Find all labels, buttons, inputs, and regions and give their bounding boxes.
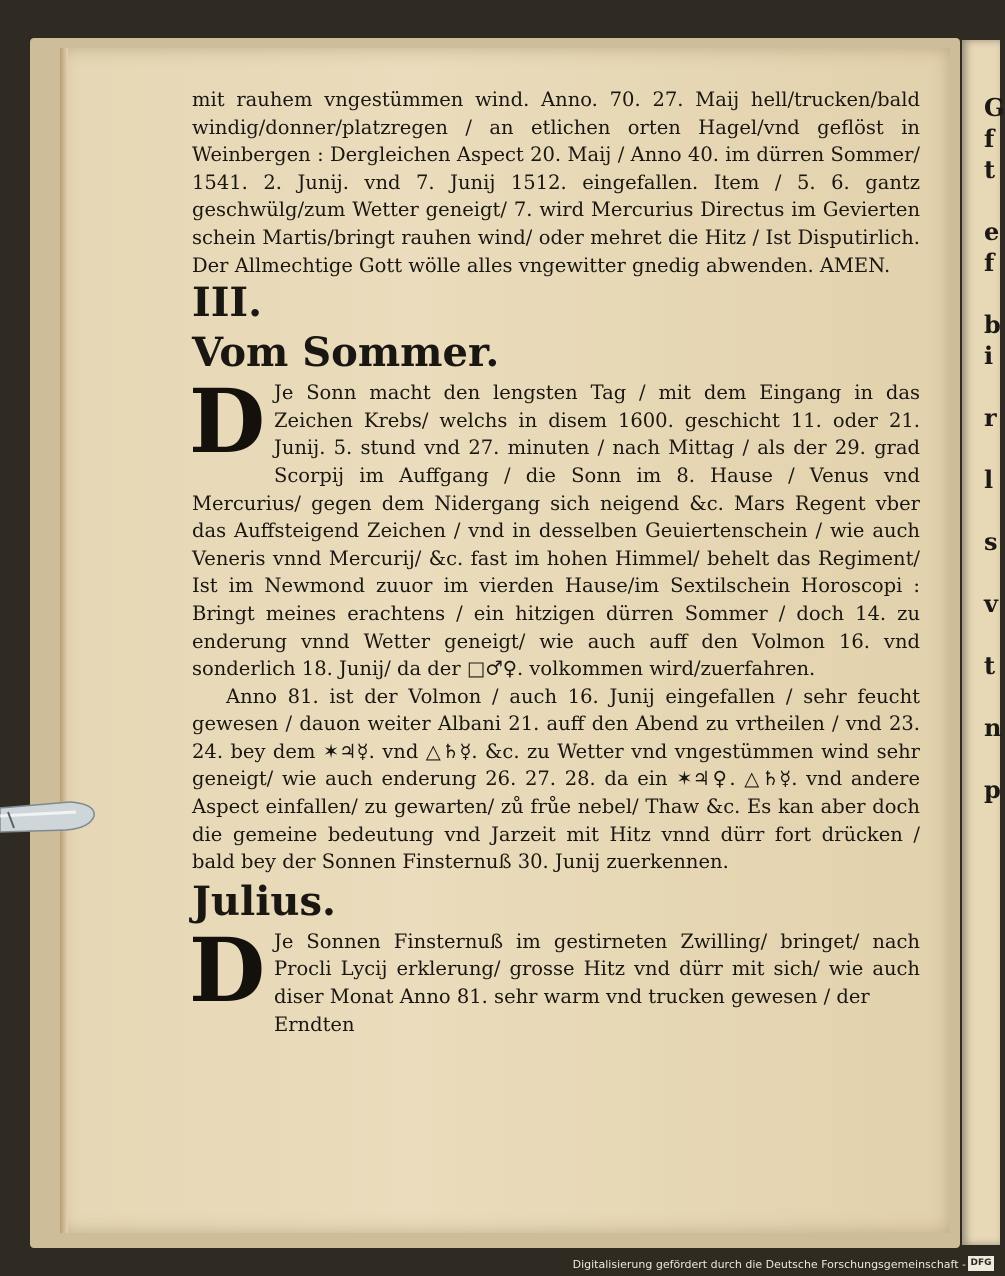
page-edge <box>60 48 68 1233</box>
decorated-initial: D <box>188 369 266 474</box>
month-title: Julius. <box>192 877 336 925</box>
anno-paragraph: Anno 81. ist der Volmon / auch 16. Junij eingefallen / sehr feucht gewesen / dauon weiter Albani 21. auff den Abend zu vrtheilen / vnd 23. 24. bey dem ✶♃☿. vnd △♄☿. &c. zu Wetter vnd vngestümmen wind sehr geneigt/ wie auch enderung 26. 27. 28. da ein ✶♃♀. △♄☿. vnd andere Aspect einfallen/ zu gewarten/ zů frůe nebel/ Thaw &c. Es kan aber doch die gemeine bedeutung vnd Jarzeit mit Hitz vnnd dürr fort drücken / bald bey der Sonnen Finsternuß 30. Junij zuerkennen. <box>192 684 920 874</box>
page-text <box>188 86 920 1038</box>
catchword: Erndten <box>274 1012 355 1036</box>
decorated-initial: D <box>188 917 266 1022</box>
next-page-edge <box>962 40 1005 1245</box>
next-page-letter: t <box>984 155 996 184</box>
next-page-letter <box>962 371 1000 402</box>
julius-paragraph <box>188 917 920 1022</box>
funding-credit: Digitalisierung gefördert durch die Deutsche Forschungsgemeinschaft - <box>572 1258 966 1271</box>
next-page-letter: e <box>984 217 1000 246</box>
next-page-letter <box>962 433 1000 464</box>
next-page-letter: f <box>984 248 995 277</box>
next-page-letter: s <box>984 527 998 556</box>
next-page-letter <box>962 743 1000 774</box>
next-page-letter: b <box>984 310 1001 339</box>
top-paragraph: mit rauhem vngestümmen wind. Anno. 70. 27. Maij hell/trucken/bald windig/donner/platzregen / an etlichen orten Hagel/vnd geflöst in Weinbergen : Dergleichen Aspect 20. Maij / Anno 40. im dürren Sommer/ 1541. 2. Junij. vnd 7. Junij 1512. eingefallen. Item / 5. 6. gantz geschwülg/zum Wetter geneigt/ 7. wird Mercurius Directus im Gevierten schein Martis/bringt rauhen wind/ oder mehret die Hitz / Ist Disputirlich. Der Allmechtige Gott wölle alles vngewitter gnedig abwenden. AMEN. <box>192 88 920 277</box>
reading-pointer-icon <box>0 798 96 836</box>
next-page-letter <box>962 278 1000 309</box>
summer-paragraph <box>188 369 920 683</box>
next-page-letter: i <box>984 341 994 370</box>
next-page-letter: G <box>984 93 1005 122</box>
dfg-logo: DFG <box>968 1256 994 1271</box>
next-page-letter: f <box>984 124 995 153</box>
next-page-letter <box>962 185 1000 216</box>
next-page-letter <box>962 681 1000 712</box>
next-page-letter: p <box>984 775 1001 804</box>
next-page-letter: n <box>984 713 1002 742</box>
section-number: III. <box>192 279 263 327</box>
next-page-letter <box>962 495 1000 526</box>
next-page-letter <box>962 557 1000 588</box>
summer-paragraph-text: Je Sonn macht den lengsten Tag / mit dem Eingang in das Zeichen Krebs/ welchs in disem 1600. geschicht 11. oder 21. Junij. 5. stund vnd 27. minuten / nach Mittag / als der 29. grad Scorpij im Auffgang / die Sonn im 8. Hause / Venus vnd Mercurius/ gegen dem Nidergang sich neigend &c. Mars Regent vber das Auffsteigend Zeichen / vnd in desselben Geuiertenschein / wie auch Veneris vnnd Mercurij/ &c. fast im hohen Himmel/ behelt das Regiment/ Ist im Newmond zuuor im vierden Hause/im Sextilschein Horoscopi : Bringt meines erachtens / ein hitzigen dürren Sommer / doch 14. zu enderung vnnd Wetter geneigt/ wie auch auff den Volmon 16. vnd sonderlich 18. Junij/ da der □♂♀. volkommen wird/zuerfahren. <box>192 381 920 681</box>
julius-paragraph-text: Je Sonnen Finsternuß im gestirneten Zwilling/ bringet/ nach Procli Lycij erklerung/ grosse Hitz vnd dürr mit sich/ wie auch diser Monat Anno 81. sehr warm vnd trucken gewesen / der <box>274 929 920 1009</box>
next-page-letter <box>962 619 1000 650</box>
section-title: Vom Sommer. <box>192 329 500 377</box>
next-page-letter: v <box>984 589 998 618</box>
next-page-letter: r <box>984 403 997 432</box>
next-page-letter: l <box>984 465 994 494</box>
next-page-letter: t <box>984 651 996 680</box>
